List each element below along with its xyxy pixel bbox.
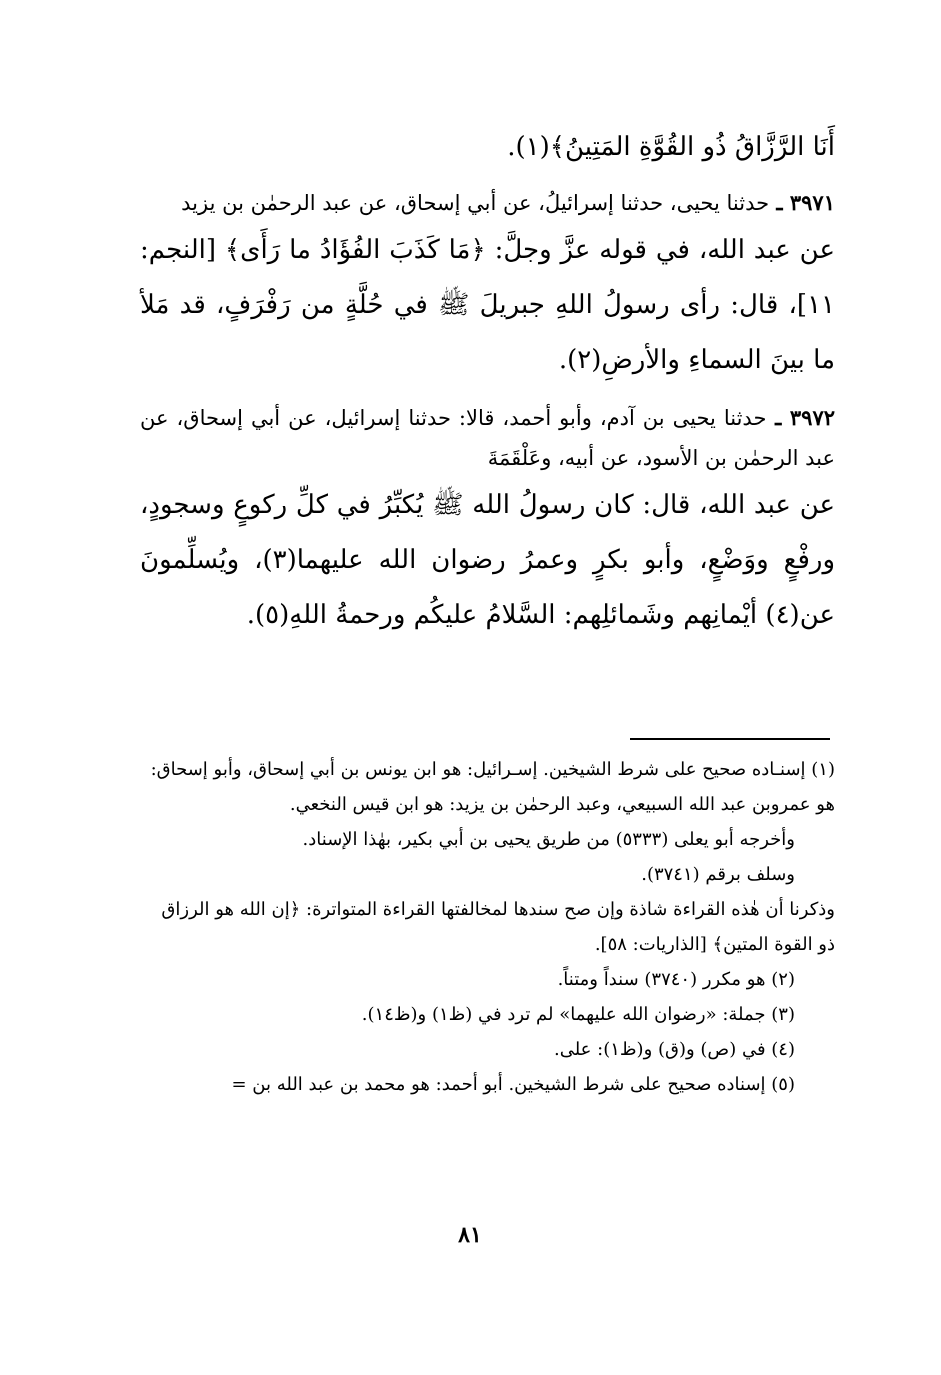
footnote-1-extra: وسلف برقم (٣٧٤١). [641, 864, 795, 885]
footnote-1-extra: وذكرنا أن هٰذه القراءة شاذة وإن صح سندها لمخالفتها القراءة المتواترة: ﴿إن الله هو الرزاق ذو القوة المتين﴾ [الذاريات: ٥٨]. [161, 899, 835, 955]
footnote-3: (٣) جملة: «رضوان الله عليهما» لم ترد في (ظ١) و(ظ١٤). [361, 1004, 795, 1025]
isnad-text: حدثنا يحيى، حدثنا إسرائيلُ، عن أبي إسحاق، عن عبد الرحمٰن بن يزيد [181, 191, 770, 215]
footnote-5: (٥) إسناده صحيح على شرط الشيخين. أبو أحمد: هو محمد بن عبد الله بن = [231, 1074, 795, 1095]
verse-line: أَنَا الرَّزَّاقُ ذُو القُوَّةِ المَتِينُ﴾(١). [507, 132, 835, 162]
footnote-1-extra: وأخرجه أبو يعلى (٥٣٣٣) من طريق يحيى بن أبي بكير، بهٰذا الإسناد. [302, 829, 795, 850]
footnotes [140, 752, 835, 1102]
hadith-3971-chain [140, 183, 835, 223]
hadith-3972-chain [140, 398, 835, 478]
hadith-number: ٣٩٧١ ـ [776, 190, 835, 215]
isnad-text: حدثنا يحيى بن آدم، وأبو أحمد، قالا: حدثنا إسرائيل، عن أبي إسحاق، عن عبد الرحمٰن بن الأسود، عن أبيه، وعَلْقَمَةَ [140, 406, 835, 470]
footnote-2: (٢) هو مكرر (٣٧٤٠) سنداً ومتناً. [557, 969, 795, 990]
page-body [140, 120, 835, 653]
footnote-4: (٤) في (ص) و(ق) و(ظ١): على. [554, 1039, 795, 1060]
hadith-3972-matn: عن عبد الله، قال: كان رسولُ الله ﷺ يُكبِّرُ في كلِّ ركوعٍ وسجودٍ، ورفْعٍ ووَضْعٍ، وأبو بكرٍ وعمرُ رضوان الله عليهما(٣)، ويُسلِّمونَ عن(٤) أيْمانِهم وشَمائلِهم: السَّلامُ عليكُم ورحمةُ اللهِ(٥). [140, 490, 835, 630]
main-text [140, 120, 835, 643]
hadith-number: ٣٩٧٢ ـ [775, 405, 836, 430]
footnote-1: (١) إسنـاده صحيح على شرط الشيخين. إسـرائيل: هو ابن يونس بن أبي إسحاق، وأبو إسحاق: هو عمروبن عبد الله السبيعي، وعبد الرحمٰن بن يزيد: هو ابن قيس النخعي. [150, 759, 835, 815]
hadith-3971-matn: عن عبد الله، في قوله عزَّ وجلَّ: ﴿مَا كَذَبَ الفُؤَادُ ما رَأَى﴾ [النجم: ١١]، قال: رأى رسولُ اللهِ جبريلَ ﷺ في حُلَّةٍ من رَفْرَفٍ، قد مَلأ ما بينَ السماءِ والأرضِ(٢). [140, 235, 835, 375]
page-number: ٨١ [458, 1222, 482, 1248]
footnote-divider [630, 738, 830, 740]
